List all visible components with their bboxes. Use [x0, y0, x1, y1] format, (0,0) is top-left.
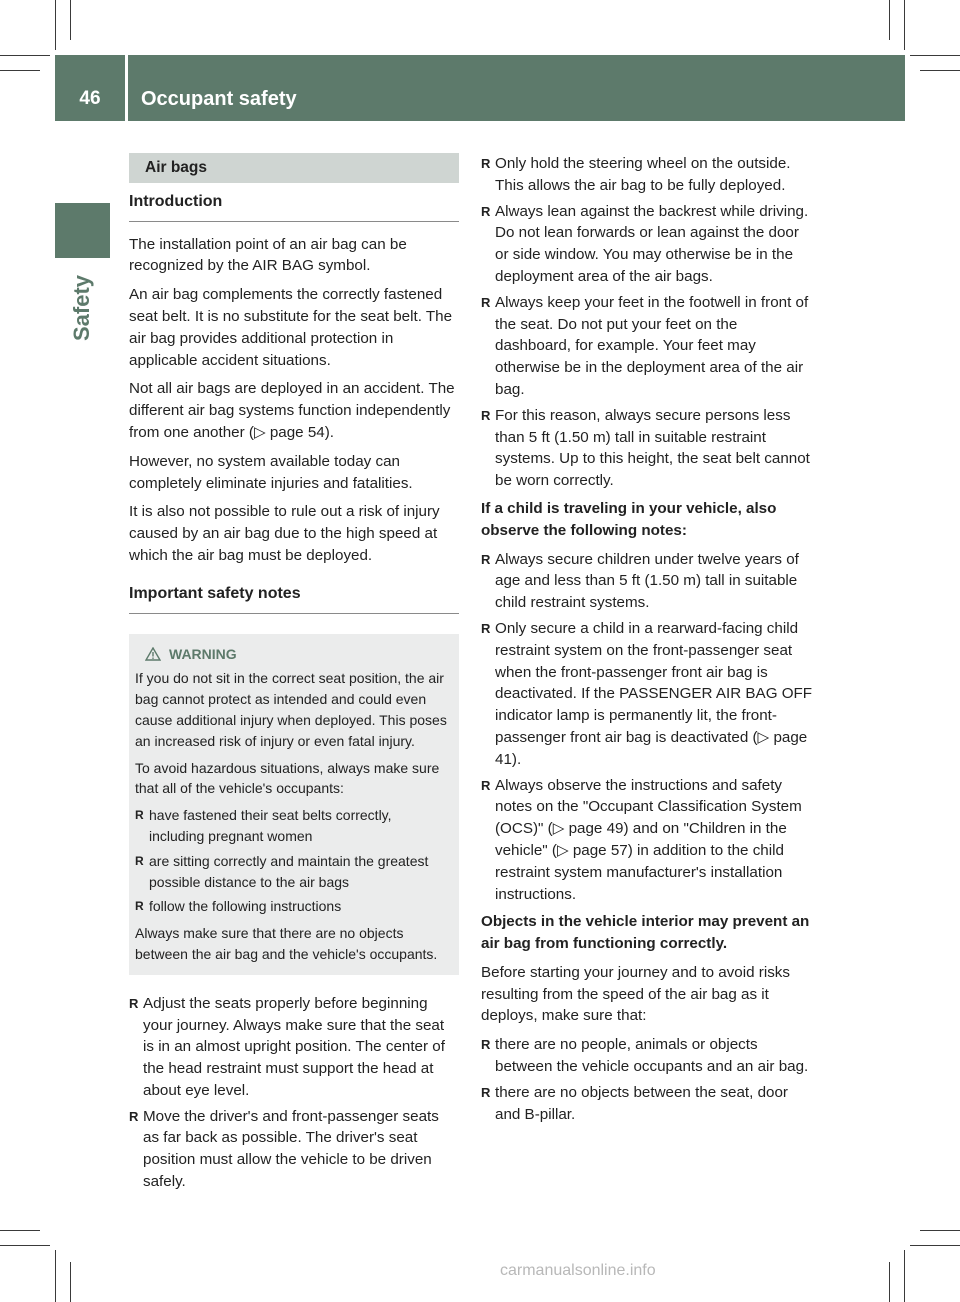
bullet-r-icon: R — [481, 777, 491, 793]
crop-mark — [0, 55, 50, 56]
list-item: R Move the driver's and front-passenger seats as far back as possible. The driver's seat position must allow the vehicle to be driven safely. — [129, 1107, 439, 1191]
objects-paragraph: Before starting your journey and to avoid risks resulting from the speed of the air bag as it deploys, make sure that: — [481, 963, 790, 1025]
crop-mark — [55, 1250, 56, 1302]
crop-mark — [55, 0, 56, 50]
crop-mark — [920, 70, 960, 71]
list-item: R Always secure children under twelve years of age and less than 5 ft (1.50 m) tall in suitable child restraint systems. — [481, 550, 799, 612]
bullet-r-icon: R — [481, 156, 491, 171]
objects-heading: Objects in the vehicle interior may prevent an air bag from functioning correctly. — [481, 913, 810, 953]
list-item: R Only hold the steering wheel on the outside. This allows the air bag to be fully deployed. — [481, 155, 791, 194]
page-title: Occupant safety — [141, 88, 297, 110]
right-column — [481, 153, 813, 1131]
bullet-r-icon: R — [129, 1108, 139, 1124]
right-bullet-list-2 — [481, 549, 813, 906]
warning-label: WARNING — [169, 645, 237, 662]
warning-paragraph: To avoid hazardous situations, always make sure that all of the vehicle's occupants: — [135, 759, 440, 797]
crop-mark — [889, 0, 890, 40]
warning-list — [135, 805, 449, 917]
intro-paragraph: An air bag complements the correctly fastened seat belt. It is no substitute for the seat belt. The air bag provides additional protection in applicable accident situations. — [129, 286, 453, 369]
crop-mark — [910, 55, 960, 56]
bullet-r-icon: R — [135, 899, 144, 914]
heading-important-safety-notes: Important safety notes — [129, 583, 459, 614]
bullet-r-icon: R — [481, 203, 491, 219]
list-item: R are sitting correctly and maintain the greatest possible distance to the air bags — [135, 852, 429, 890]
list-item: R follow the following instructions — [135, 896, 449, 917]
side-tab-label: Safety — [69, 274, 94, 342]
crop-mark — [920, 1230, 960, 1231]
left-bullet-list — [129, 993, 459, 1193]
right-bullet-list-3 — [481, 1034, 813, 1125]
header-divider — [125, 55, 128, 121]
side-tab-block — [55, 203, 110, 258]
list-item: R Always keep your feet in the footwell in front of the seat. Do not put your feet on the dashboard, for example. Your feet may otherwise be in the deployment area of the air bag. — [481, 293, 809, 398]
crop-mark — [904, 1250, 905, 1302]
warning-box — [129, 634, 459, 975]
crop-mark — [0, 1230, 40, 1231]
warning-triangle-icon — [145, 647, 161, 661]
intro-paragraph: It is also not possible to rule out a risk of injury caused by an air bag due to the high speed at which the air bag must be deployed. — [129, 503, 440, 564]
right-bullet-list-1 — [481, 153, 813, 492]
bullet-r-icon: R — [481, 1084, 491, 1100]
left-column — [129, 153, 459, 1199]
child-heading: If a child is traveling in your vehicle, also observe the following notes: — [481, 499, 777, 539]
warning-paragraph: If you do not sit in the correct seat position, the air bag cannot protect as intended and could even cause additional injury when deployed. This poses an increased risk of injury or even fatal injury. — [135, 670, 447, 749]
list-item: R there are no people, animals or objects between the vehicle occupants and an air bag. — [481, 1036, 809, 1076]
list-item: R there are no objects between the seat, door and B-pillar. — [481, 1083, 788, 1123]
list-item: R have fastened their seat belts correctly, including pregnant women — [135, 807, 392, 844]
intro-paragraph: Not all air bags are deployed in an accident. The different air bag systems function independently from one another (▷ page 54). — [129, 380, 455, 441]
bullet-r-icon: R — [481, 407, 491, 423]
crop-mark — [0, 1245, 50, 1246]
crop-mark — [889, 1262, 890, 1302]
warning-header — [145, 644, 449, 665]
section-heading-air-bags: Air bags — [129, 153, 459, 183]
bullet-r-icon: R — [481, 294, 491, 310]
list-item: R Adjust the seats properly before beginning your journey. Always make sure that the seat is in an almost upright position. The center of the head restraint must support the head at about eye level. — [129, 994, 445, 1099]
crop-mark — [904, 0, 905, 50]
list-item: R For this reason, always secure persons less than 5 ft (1.50 m) tall in suitable restraint systems. Up to this height, the seat belt cannot be worn correctly. — [481, 406, 810, 490]
page-number: 46 — [79, 88, 101, 109]
crop-mark — [910, 1245, 960, 1246]
warning-paragraph: Always make sure that there are no objects between the air bag and the vehicle's occupants. — [135, 925, 438, 962]
list-item: R Always lean against the backrest while driving. Do not lean forwards or lean against the door or side window. You may otherwise be in the deployment area of the air bags. — [481, 202, 809, 285]
bullet-r-icon: R — [481, 1037, 491, 1053]
crop-mark — [0, 70, 40, 71]
crop-mark — [70, 1262, 71, 1302]
list-item: R Only secure a child in a rearward-facing child restraint system on the front-passenger seat when the front-passenger front air bag is deactivated. If the PASSENGER AIR BAG OFF indicator lamp is permanently lit, the front-passenger front air bag is deactivated (▷ page 41). — [481, 619, 813, 768]
intro-paragraph: However, no system available today can completely eliminate injuries and fatalities. — [129, 452, 413, 492]
heading-introduction: Introduction — [129, 191, 459, 222]
watermark: carmanualsonline.info — [500, 1262, 656, 1279]
bullet-r-icon: R — [481, 620, 491, 636]
bullet-r-icon: R — [135, 808, 144, 823]
bullet-r-icon: R — [481, 551, 491, 567]
intro-paragraph: The installation point of an air bag can be recognized by the AIR BAG symbol. — [129, 235, 407, 275]
list-item: R Always observe the instructions and safety notes on the "Occupant Classification System (OCS)" (▷ page 49) and on "Children in the vehicle" (▷ page 57) in addition to the child restraint system manufacturer's installation instructions. — [481, 776, 802, 903]
bullet-r-icon: R — [135, 853, 144, 868]
crop-mark — [70, 0, 71, 40]
bullet-r-icon: R — [129, 995, 139, 1011]
